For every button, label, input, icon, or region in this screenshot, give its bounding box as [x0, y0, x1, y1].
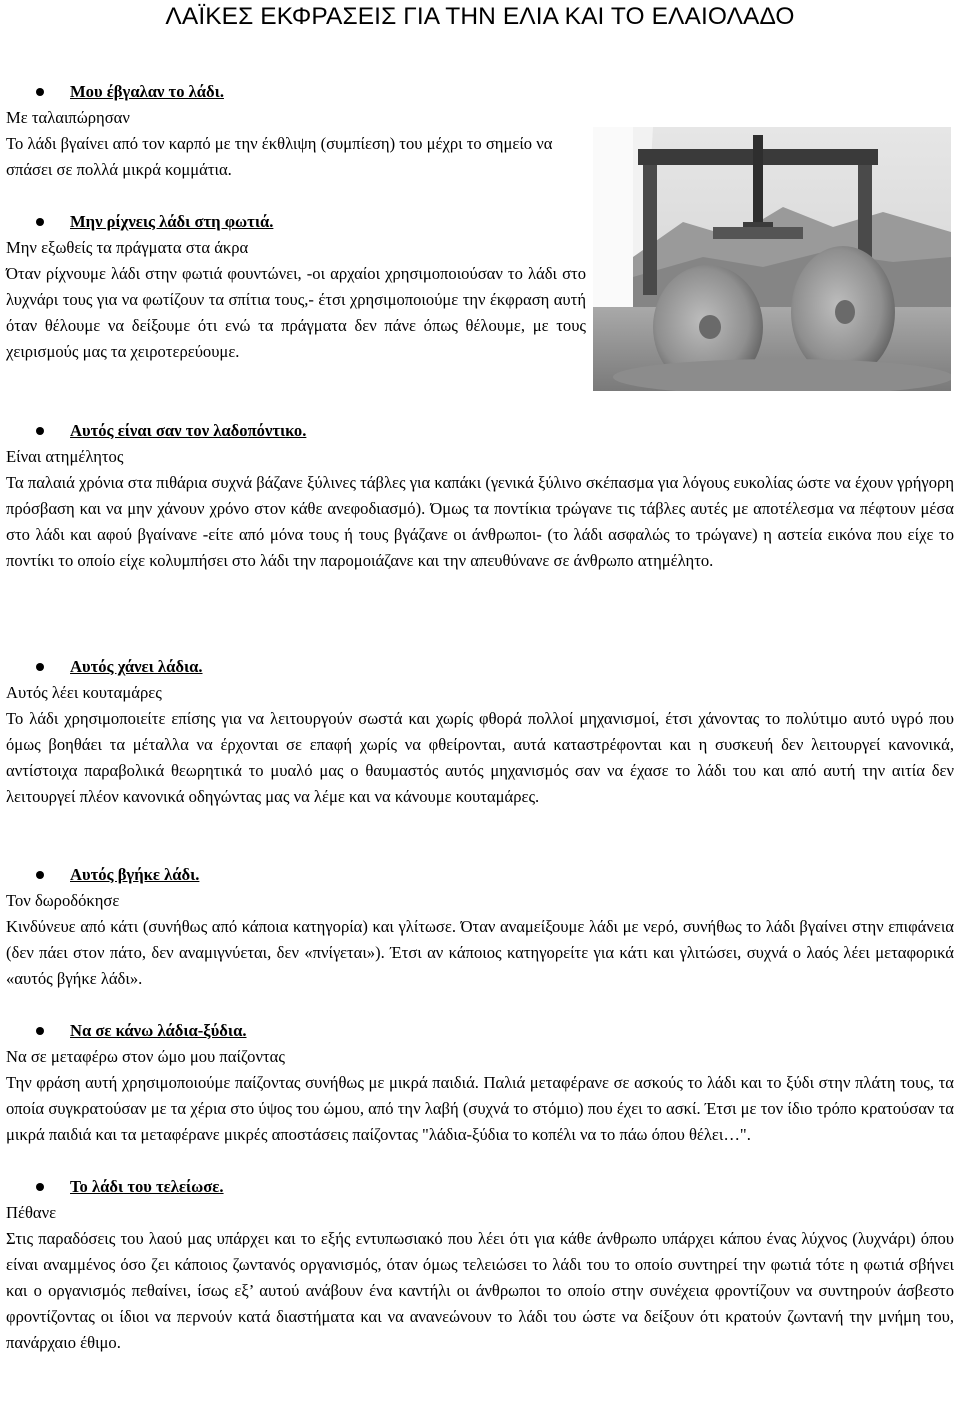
expression-explanation: Το λάδι χρησιμοποιείτε επίσης για να λειτουργούν σωστά και χωρίς φθορά πολλοί μηχανισμοί, έτσι χάνοντας το πολύτιμο αυτό υγρό που όμως βοηθάει τα μέταλλα να έρχονται σε επαφή χωρίς να φθείρονται, αυτά καταστρέφονται και η συσκευή δεν λειτουργεί κανονικά, αντίστοιχα παραβολικά θεωρητικά το μυαλό μας ο θαυμαστός αυτός μηχανισμός σαν να έχασε το λάδι του και από αυτή την αιτία δεν λειτουργεί πλέον κανονικά οδηγώντας μας να λέμε και να κάνουμε κουταμάρες.	[6, 709, 954, 806]
expression-meaning: Να σε μεταφέρω στον ώμο μου παίζοντας	[6, 1047, 285, 1066]
expression-explanation: Στις παραδόσεις του λαού μας υπάρχει και το εξής εντυπωσιακό που λέει ότι για κάθε άνθρωπο υπάρχει κάπου ένας λύχνος (λυχνάρι) όπου είναι αναμμένος όσο ζει κάποιος ζωντανός οργανισμός, όταν όμως τελειώσει το λάδι του το οποίο συντηρεί την φωτιά τότε η φωτιά σβήνει και ο οργανισμός πεθαίνει, ίσως εξ’ αυτού ανάβουν ένα καντήλι οι άνθρωποι το οποίο στην συνέχεια φροντίζουν να συντηρούν άσβεστο φροντίζοντας οι ίδιοι να περνούν κατά διαστήματα και να ανανεώνουν το λάδι του ώστε να δείξουν ότι κρατούν ζωντανή την μνήμη του, πανάρχαιο έθιμο.	[6, 1229, 954, 1352]
bullet-icon	[36, 871, 44, 879]
expression-heading-row	[6, 418, 954, 444]
olive-press-photo	[593, 127, 951, 391]
bullet-icon	[36, 427, 44, 435]
expression-meaning: Πέθανε	[6, 1203, 57, 1222]
expression-explanation: Το λάδι βγαίνει από τον καρπό με την έκθλιψη (συμπίεση) του μέχρι το σημείο να σπάσει σε πολλά μικρά κομμάτια.	[6, 134, 553, 179]
expression-heading: Μην ρίχνεις λάδι στη φωτιά.	[70, 212, 274, 231]
expression-heading-row	[6, 79, 586, 105]
expression-explanation: Τα παλαιά χρόνια στα πιθάρια συχνά βάζανε ξύλινες τάβλες για καπάκι (γενικά ξύλινο σκέπασμα για λόγους ευκολίας ώστε να έχουν γρήγορη πρόσβαση και να μην χάνουν χρόνο στον κάθε ανεφοδιασμό). Όμως τα ποντίκια τρώγανε τις τάβλες αυτές με αποτέλεσμα να πέφτουν μέσα στο λάδι και αφού βγαίνανε -είτε από μόνα τους ή τους βγάζανε οι άνθρωποι- (το λάδι ασφαλώς το τρώγανε) η αστεία εικόνα που είχε το ποντίκι το οποίο είχε κολυμπήσει στο λάδι την παρομοιάζανε και την απευθύνανε σε άνθρωπο ατημέλητο.	[6, 473, 954, 570]
expression-section	[6, 1174, 954, 1356]
expression-explanation: Κινδύνευε από κάτι (συνήθως από κάποια κατηγορία) και γλίτωσε. Όταν αναμείξουμε λάδι με νερό, συνήθως το λάδι βγαίνει στην επιφάνεια (δεν πάει στον πάτο, δεν αναμιγνύεται, δεν «πνίγεται»). Έτσι αν κάποιος κατηγορείτε για κάτι και γλιτώσει, συχνά ο λαός λέει μεταφορικά «αυτός βγήκε λάδι».	[6, 917, 954, 988]
expression-meaning: Μην εξωθείς τα πράγματα στα άκρα	[6, 238, 249, 257]
expression-section	[6, 79, 586, 183]
expression-heading: Μου έβγαλαν το λάδι.	[70, 82, 224, 101]
olive-press-illustration	[593, 127, 951, 391]
expression-meaning: Με ταλαιπώρησαν	[6, 108, 130, 127]
expression-heading-row	[6, 654, 954, 680]
expression-section	[6, 862, 954, 992]
expression-meaning: Αυτός λέει κουταμάρες	[6, 683, 162, 702]
expression-meaning: Τον δωροδόκησε	[6, 891, 120, 910]
expression-heading: Το λάδι του τελείωσε.	[70, 1177, 224, 1196]
expression-section	[6, 418, 954, 574]
expression-heading: Αυτός βγήκε λάδι.	[70, 865, 200, 884]
bullet-icon	[36, 1027, 44, 1035]
bullet-icon	[36, 1183, 44, 1191]
expression-explanation: Την φράση αυτή χρησιμοποιούμε παίζοντας συνήθως με μικρά παιδιά. Παλιά μεταφέρανε σε ασκούς το λάδι και το ξύδι στην πλάτη τους, τα οποία συγκρατούσαν με τα χέρια στο ύψος του ώμου, από την λαβή (συχνά το στόμιο) που έχει το ασκί. Έτσι με τον ίδιο τρόπο κρατούσαν τα μικρά παιδιά και τα μεταφέρανε μικρές αποστάσεις παίζοντας "λάδια-ξύδια το κοπέλι να το πάω όπου θέλει…".	[6, 1073, 954, 1144]
expression-section	[6, 654, 954, 810]
expression-heading-row	[6, 862, 954, 888]
expression-explanation: Όταν ρίχνουμε λάδι στην φωτιά φουντώνει, -οι αρχαίοι χρησιμοποιούσαν το λάδι στο λυχνάρι τους για να φωτίζουν τα σπίτια τους,- έτσι χρησιμοποιούμε την έκφραση αυτή όταν θέλουμε να δείξουμε ότι ενώ τα πράγματα δεν πάνε όπως θέλουμε, με τους χειρισμούς μας τα χειροτερεύουμε.	[6, 264, 586, 361]
expression-heading-row	[6, 209, 586, 235]
expression-heading: Αυτός είναι σαν τον λαδοπόντικο.	[70, 421, 307, 440]
expression-section	[6, 1018, 954, 1148]
expression-meaning: Είναι ατημέλητος	[6, 447, 124, 466]
page-title: ΛΑΪΚΕΣ ΕΚΦΡΑΣΕΙΣ ΓΙΑ ΤΗΝ ΕΛΙΑ ΚΑΙ ΤΟ ΕΛΑΙΟΛΑΔΟ	[165, 3, 795, 30]
expression-heading-row	[6, 1174, 954, 1200]
expression-heading-row	[6, 1018, 954, 1044]
bullet-icon	[36, 663, 44, 671]
bullet-icon	[36, 88, 44, 96]
bullet-icon	[36, 218, 44, 226]
expression-heading: Να σε κάνω λάδια-ξύδια.	[70, 1021, 247, 1040]
expression-heading: Αυτός χάνει λάδια.	[70, 657, 203, 676]
expression-section	[6, 209, 586, 365]
